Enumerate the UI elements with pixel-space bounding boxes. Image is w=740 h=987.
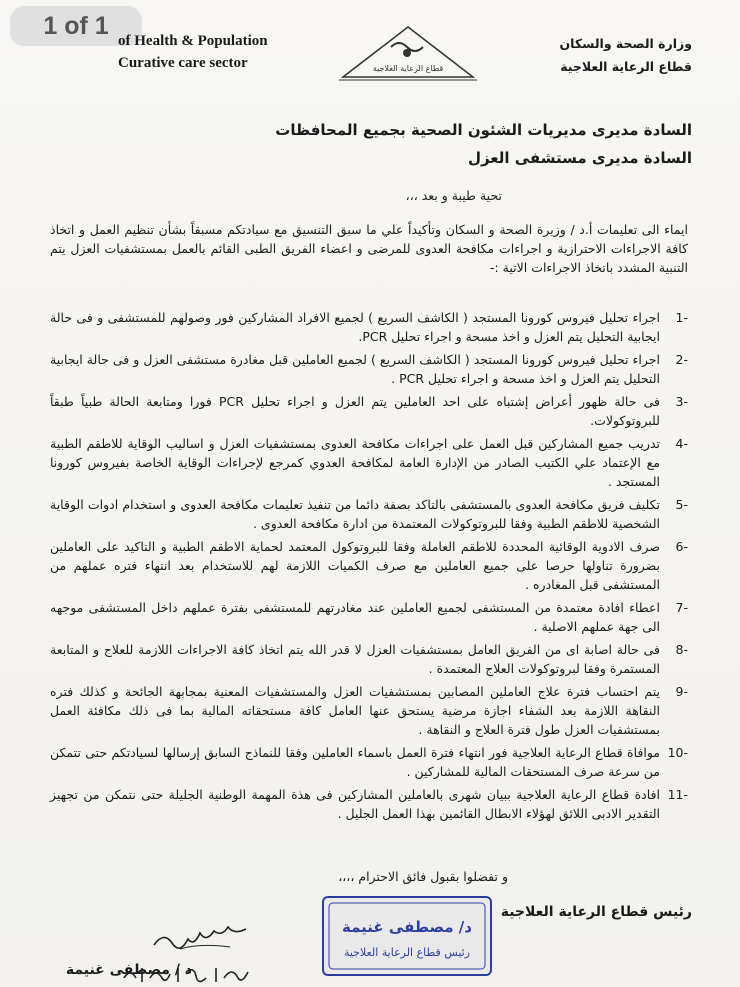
list-item — [50, 537, 688, 594]
item-number: -11 — [667, 787, 688, 802]
list-item — [50, 392, 688, 430]
header-english — [118, 30, 328, 74]
item-text: فى حالة ظهور أعراض إشتباه على احد العاملين يتم العزل و اجراء تحليل PCR فورا ومتابعة الحالة طبياً طبقاً للبروتوكولات. — [50, 394, 660, 428]
header-sector-ar: قطاع الرعاية العلاجية — [560, 59, 692, 74]
page-count-badge: 1 of 1 — [10, 6, 142, 46]
addressee-line-1: السادة مديرى مديريات الشئون الصحية بجميع المحافظات — [275, 121, 692, 139]
header-sector-en: Curative care sector — [118, 55, 248, 71]
item-text: يتم احتساب فترة علاج العاملين المصابين بمستشفيات العزل والمستشفيات المعنية بمجابهة الجائحة و كذلك فتره النقاهة اللازمة بعد الشفاء اجازة مرضية يستحق عنها العامل كافة مستحقاته المالية بما فى ذلك مكافئة العمل بمستشفيات العزل طول فترة العلاج و النقاهة . — [50, 684, 660, 737]
item-text: تدريب جميع المشاركين قبل العمل على اجراءات مكافحة العدوى بمستشفيات العزل و اساليب الوقاية للاطقم الطبية مع الإعتماد علي الكتيب الصادر من الإدارة العامة لمكافحة العدوي كمرجع لإجراءات الوقاية الخاصة بفيروس كورونا المستجد . — [50, 436, 660, 489]
header-arabic — [492, 32, 692, 78]
list-item — [50, 682, 688, 739]
item-number: -7 — [675, 600, 688, 615]
item-text: اعطاء افادة معتمدة من المستشفى لجميع العاملين عند مغادرتهم للمستشفى بفترة عملهم داخل المستشفى موجهه الى جهة عملهم الاصلية . — [50, 600, 660, 634]
item-number: -5 — [675, 497, 688, 512]
item-number: -8 — [675, 642, 688, 657]
item-text: موافاة قطاع الرعاية العلاجية فور انتهاء فترة العمل باسماء العاملين وفقا للنماذج السابق إرسالها لسيادتكم حتى تتمكن من سرعة صرف المستحقات المالية للمشاركين . — [50, 745, 660, 779]
greeting: تحية طيبة و بعد ،،، — [405, 188, 502, 203]
header-ministry-ar: وزارة الصحة والسكان — [559, 36, 692, 51]
item-number: -9 — [675, 684, 688, 699]
signatory-title: رئيس قطاع الرعاية العلاجية — [500, 904, 692, 920]
item-text: اجراء تحليل فيروس كورونا المستجد ( الكاشف السريع ) لجميع الافراد المشاركين فور وصولهم للمستشفى و فى حالة ايجابية التحليل يتم العزل و اخذ مسحة و اجراء تحليل PCR. — [50, 310, 660, 344]
item-text: افادة قطاع الرعاية العلاجية ببيان شهرى بالعاملين المشاركين فى هذة المهمة الوطنية الجليلة حتى نتمكن من تجهيز التقدير الادبى اللائق لهؤلاء الابطال القائمين بهذا العمل الجليل . — [50, 787, 660, 821]
closing-line: و تفضلوا بقبول فائق الاحترام ،،،، — [338, 869, 508, 884]
item-number: -2 — [675, 352, 688, 367]
item-number: -10 — [667, 745, 688, 760]
stamp-title: رئيس قطاع الرعاية العلاجية — [343, 946, 471, 959]
official-stamp — [322, 896, 492, 976]
item-number: -3 — [675, 394, 688, 409]
list-item — [50, 640, 688, 678]
item-text: تكليف فريق مكافحة العدوى بالمستشفى بالتاكد بصفة دائما من تنفيذ تعليمات مكافحة العدوى و استخدام ادوات الوقاية الشخصية للاطقم الطبية وفقا للبروتوكولات المعتمدة من ادارة مكافحة العدوى . — [50, 497, 660, 531]
item-text: فى حالة اصابة اى من الفريق العامل بمستشفيات العزل لا قدر الله يتم اتخاذ كافة الاجراءات اللازمة للعلاج و المتابعة المستمرة وفقا لبروتوكولات العلاج المعتمدة . — [50, 642, 660, 676]
header-ministry-en: of Health & Population — [118, 33, 268, 49]
list-item — [50, 308, 688, 346]
list-item — [50, 350, 688, 388]
handwritten-signature — [150, 925, 250, 955]
item-number: -4 — [675, 436, 688, 451]
signatory-name: د / مصطفى غنيمة — [65, 962, 192, 978]
list-item — [50, 785, 688, 823]
list-item — [50, 598, 688, 636]
procedures-list — [50, 308, 688, 827]
list-item — [50, 434, 688, 491]
item-number: -6 — [675, 539, 688, 554]
list-item — [50, 743, 688, 781]
addressees — [275, 116, 692, 172]
addressee-line-2: السادة مديرى مستشفى العزل — [467, 149, 692, 167]
list-item — [50, 495, 688, 533]
stamp-drawing — [324, 898, 490, 974]
item-text: اجراء تحليل فيروس كورونا المستجد ( الكاشف السريع ) لجميع العاملين قبل مغادرة مستشفى العزل و فى حالة ايجابية التحليل يتم العزل و اخذ مسحة و اجراء تحليل PCR . — [50, 352, 660, 386]
intro-paragraph: ايماء الى تعليمات أ.د / وزيرة الصحة و السكان وتأكيداً علي ما سبق التنسيق مع سيادتكم مسبقاً بشأن تنظيم العمل و اتخاذ كافة الاجراءات الاحترازية و اجراءات مكافحة العدوى للمرضى و اعضاء الفريق الطبى القائم بالعمل بمستشفيات العزل يتم التنبية المشدد باتخاذ الاجراءات الاتية :- — [50, 222, 688, 275]
item-number: -1 — [675, 310, 688, 325]
item-text: صرف الادوية الوقائية المحددة للاطقم العاملة وفقا للبروتوكول المعتمد لحماية الاطقم الطبية و التاكيد على العاملين بضرورة تناولها حرصا على جميع العاملين مع صرف الكميات اللازمة لهم للاستخدام بعد انتهاء فتره عملهم من المستشفى قبل المغادره . — [50, 539, 660, 592]
ministry-logo — [333, 23, 483, 87]
logo-text: قطاع الرعاية العلاجية — [372, 64, 444, 73]
stamp-name: د/ مصطفى غنيمة — [342, 918, 472, 936]
